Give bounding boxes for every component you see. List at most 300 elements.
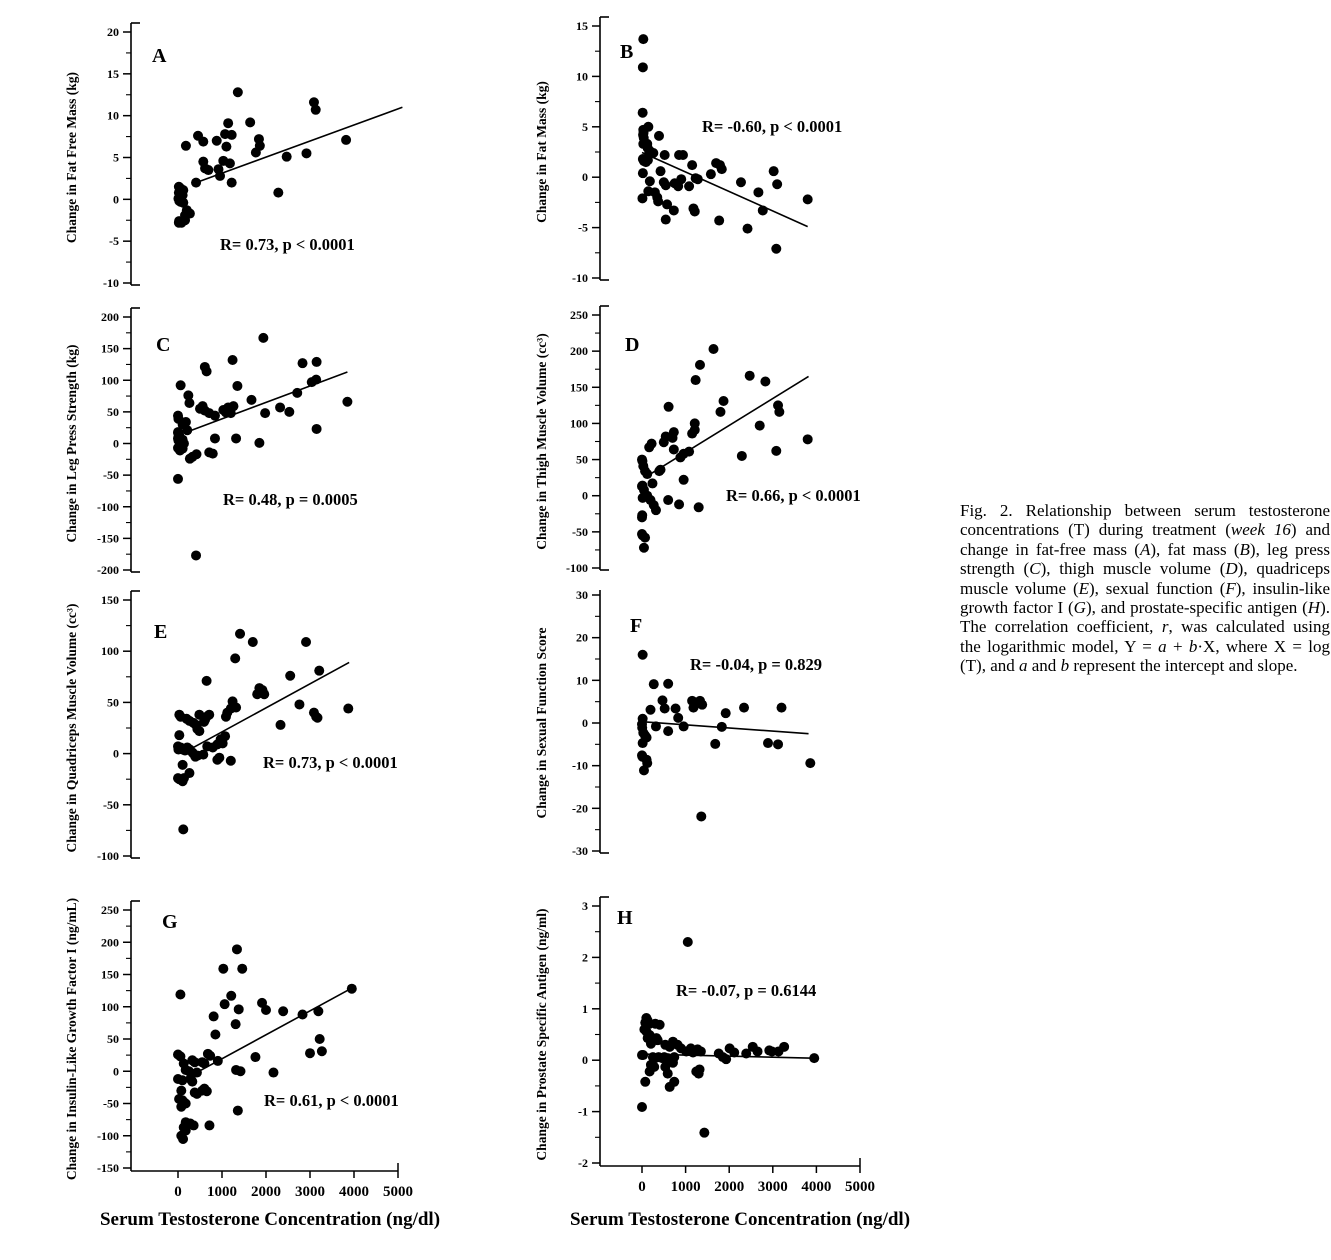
scatter-point [639, 543, 649, 553]
scatter-point [637, 1102, 647, 1112]
scatter-point [640, 1077, 650, 1087]
scatter-point [254, 134, 264, 144]
scatter-point [664, 402, 674, 412]
caption-segment: ), sexual function ( [1089, 578, 1226, 598]
trend-line [192, 662, 350, 748]
scatter-point [237, 964, 247, 974]
panel-C-plot [60, 305, 480, 595]
scatter-point [254, 438, 264, 448]
scatter-point [743, 224, 753, 234]
scatter-point [655, 1020, 665, 1030]
y-axis-label: Change in Fat Mass (kg) [534, 81, 549, 223]
scatter-point [231, 1019, 241, 1029]
scatter-point [258, 333, 268, 343]
y-tick-label: -100 [97, 499, 119, 514]
scatter-point [645, 1067, 655, 1077]
y-tick-label: -100 [566, 561, 588, 575]
scatter-point [292, 388, 302, 398]
y-tick-label: 250 [570, 308, 588, 322]
scatter-point [760, 377, 770, 387]
panel-C [60, 305, 480, 600]
scatter-point [178, 824, 188, 834]
scatter-point [779, 1042, 789, 1052]
scatter-point [232, 944, 242, 954]
scatter-point [347, 984, 357, 994]
scatter-point [638, 738, 648, 748]
scatter-point [220, 999, 230, 1009]
scatter-point [719, 396, 729, 406]
trend-line [648, 376, 808, 475]
y-tick-label: 10 [576, 673, 588, 688]
scatter-point [230, 653, 240, 663]
scatter-point [221, 142, 231, 152]
caption-italic-segment: a [1019, 656, 1028, 676]
scatter-point [178, 1134, 188, 1144]
y-tick-label: -1 [578, 1104, 588, 1119]
scatter-point [642, 469, 652, 479]
y-tick-label: -5 [109, 234, 119, 249]
caption-segment: ) and change in fat-free mass ( [960, 520, 1330, 559]
scatter-point [232, 381, 242, 391]
scatter-point [202, 1086, 212, 1096]
scatter-point [691, 375, 701, 385]
x-axis-title-right: Serum Testosterone Concentration (ng/dl) [569, 1209, 911, 1230]
scatter-point [695, 1064, 705, 1074]
scatter-point [721, 1054, 731, 1064]
panel-E-plot [60, 590, 480, 880]
scatter-point [693, 174, 703, 184]
scatter-point [178, 760, 188, 770]
scatter-point [663, 495, 673, 505]
panel-H-plot [530, 880, 950, 1214]
scatter-point [741, 1049, 751, 1059]
scatter-point [777, 703, 787, 713]
scatter-point [710, 739, 720, 749]
x-axis-title-left: Serum Testosterone Concentration (ng/dl) [99, 1209, 441, 1230]
panel-letter: H [617, 907, 633, 929]
y-tick-label: 50 [576, 452, 588, 467]
scatter-point [312, 424, 322, 434]
scatter-point [187, 1077, 197, 1087]
y-tick-label: 30 [576, 590, 588, 602]
caption-segment: + [1166, 636, 1189, 656]
x-tick-label: 3000 [295, 1184, 325, 1200]
x-tick-label: 4000 [339, 1184, 369, 1200]
scatter-point [678, 150, 688, 160]
scatter-point [645, 176, 655, 186]
y-tick-label: -50 [572, 524, 588, 539]
scatter-point [753, 187, 763, 197]
scatter-point [231, 433, 241, 443]
scatter-point [204, 1120, 214, 1130]
scatter-point [173, 474, 183, 484]
scatter-point [639, 765, 649, 775]
y-tick-label: -50 [103, 468, 119, 483]
scatter-point [660, 703, 670, 713]
caption-segment: ), and prostate-specific antigen ( [1085, 598, 1308, 618]
scatter-point [696, 1046, 706, 1056]
scatter-point [714, 216, 724, 226]
panel-A-plot [60, 10, 480, 300]
scatter-point [218, 738, 228, 748]
panel-letter: E [154, 621, 168, 643]
scatter-point [341, 135, 351, 145]
y-tick-label: 100 [570, 416, 588, 431]
scatter-point [298, 358, 308, 368]
scatter-point [245, 117, 255, 127]
scatter-point [715, 407, 725, 417]
scatter-point [638, 1050, 648, 1060]
y-tick-label: -150 [97, 531, 119, 546]
correlation-annotation: R= -0.04, p = 0.829 [690, 655, 823, 674]
scatter-point [235, 629, 245, 639]
scatter-point [285, 671, 295, 681]
scatter-point [225, 158, 235, 168]
caption-segment: ), fat mass ( [1150, 539, 1240, 559]
scatter-point [647, 478, 657, 488]
scatter-point [210, 433, 220, 443]
y-tick-label: -30 [572, 844, 588, 858]
y-tick-label: 50 [107, 1032, 119, 1046]
panel-G [60, 880, 480, 1219]
scatter-point [250, 1052, 260, 1062]
scatter-point [276, 720, 286, 730]
scatter-point [282, 152, 292, 162]
y-tick-label: 0 [113, 192, 119, 207]
scatter-point [184, 398, 194, 408]
scatter-point [191, 550, 201, 560]
scatter-point [275, 402, 285, 412]
caption-segment: ), leg press strength ( [960, 539, 1330, 579]
scatter-point [174, 216, 184, 226]
y-tick-label: 0 [113, 436, 119, 451]
scatter-point [199, 1059, 209, 1069]
scatter-point [301, 637, 311, 647]
trend-line [190, 372, 348, 431]
panel-G-plot [60, 880, 480, 1214]
scatter-point [696, 811, 706, 821]
scatter-point [227, 178, 237, 188]
scatter-point [638, 108, 648, 118]
scatter-point [690, 206, 700, 216]
y-tick-label: 250 [101, 903, 119, 917]
scatter-point [314, 666, 324, 676]
scatter-point [233, 87, 243, 97]
y-tick-label: 200 [101, 310, 119, 324]
scatter-point [745, 371, 755, 381]
scatter-point [721, 708, 731, 718]
panel-letter: F [630, 615, 643, 637]
scatter-point [209, 1011, 219, 1021]
scatter-point [221, 712, 231, 722]
correlation-annotation: R= -0.60, p < 0.0001 [702, 117, 843, 136]
caption-segment: ), insulin-like growth factor I ( [960, 578, 1330, 618]
scatter-point [739, 703, 749, 713]
scatter-point [215, 171, 225, 181]
caption-italic-segment: A [1139, 539, 1151, 559]
scatter-point [679, 721, 689, 731]
scatter-point [673, 713, 683, 723]
scatter-point [260, 408, 270, 418]
y-tick-label: 200 [101, 935, 119, 950]
scatter-point [679, 475, 689, 485]
x-tick-label: 2000 [714, 1179, 745, 1195]
y-tick-label: -150 [97, 1161, 119, 1175]
scatter-point [638, 62, 648, 72]
y-axis-label: Change in Fat Free Mass (kg) [64, 71, 79, 244]
figure-caption [960, 501, 1330, 676]
scatter-point [317, 1046, 327, 1056]
scatter-point [774, 407, 784, 417]
y-tick-label: 50 [107, 404, 119, 419]
scatter-point [661, 215, 671, 225]
scatter-point [709, 344, 719, 354]
panel-letter: D [625, 334, 640, 356]
y-tick-label: 15 [576, 19, 588, 33]
scatter-point [305, 1048, 315, 1058]
panel-letter: B [620, 41, 634, 63]
y-tick-label: -20 [572, 801, 588, 816]
panel-F-plot [530, 590, 950, 880]
scatter-point [736, 177, 746, 187]
scatter-point [212, 136, 222, 146]
panel-letter: A [152, 45, 167, 67]
correlation-annotation: R= 0.73, p < 0.0001 [263, 753, 398, 772]
caption-italic-segment: D [1225, 559, 1238, 579]
scatter-point [763, 738, 773, 748]
y-axis-label: Change in Quadriceps Muscle Volume (cc³) [64, 603, 79, 853]
caption-italic-segment: E [1078, 578, 1089, 598]
scatter-point [311, 105, 321, 115]
y-tick-label: 150 [101, 341, 119, 356]
scatter-point [638, 34, 648, 44]
scatter-point [668, 433, 678, 443]
scatter-point [638, 650, 648, 660]
x-tick-label: 4000 [801, 1179, 832, 1195]
scatter-point [809, 1053, 819, 1063]
y-tick-label: 100 [101, 373, 119, 388]
scatter-point [644, 442, 654, 452]
caption-segment: ), quadriceps muscle volume ( [960, 559, 1330, 598]
x-tick-label: 1000 [207, 1184, 237, 1200]
scatter-point [651, 721, 661, 731]
scatter-point [637, 193, 647, 203]
y-axis-label: Change in Prostate Specific Antigen (ng/ml) [534, 908, 549, 1161]
scatter-point [227, 130, 237, 140]
scatter-point [771, 244, 781, 254]
scatter-point [688, 703, 698, 713]
scatter-point [660, 150, 670, 160]
scatter-point [312, 713, 322, 723]
caption-segment: ), thigh muscle volume ( [1040, 559, 1226, 579]
scatter-point [753, 1046, 763, 1056]
y-tick-label: 150 [570, 380, 588, 395]
caption-italic-segment: b [1060, 656, 1070, 676]
scatter-point [228, 355, 238, 365]
scatter-point [646, 705, 656, 715]
scatter-point [294, 699, 304, 709]
x-tick-label: 5000 [845, 1179, 875, 1195]
y-tick-label: 5 [582, 119, 588, 134]
scatter-point [687, 429, 697, 439]
x-tick-label: 5000 [383, 1184, 413, 1200]
scatter-point [772, 179, 782, 189]
caption-italic-segment: b [1188, 636, 1198, 656]
y-tick-label: 0 [113, 746, 119, 761]
scatter-point [223, 118, 233, 128]
scatter-point [203, 165, 213, 175]
caption-segment: ). The correlation coefficient, [960, 598, 1330, 637]
scatter-point [200, 715, 210, 725]
scatter-point [803, 434, 813, 444]
scatter-point [278, 1006, 288, 1016]
y-tick-label: 20 [107, 25, 119, 39]
y-tick-label: 100 [101, 644, 119, 659]
scatter-point [649, 679, 659, 689]
scatter-point [315, 1034, 325, 1044]
scatter-point [194, 726, 204, 736]
scatter-point [226, 991, 236, 1001]
scatter-point [771, 446, 781, 456]
y-tick-label: 15 [107, 66, 119, 81]
y-tick-label: 0 [582, 170, 588, 185]
caption-italic-segment: a [1158, 636, 1167, 656]
scatter-point [218, 964, 228, 974]
y-tick-label: 0 [582, 716, 588, 730]
y-tick-label: 50 [107, 695, 119, 710]
scatter-point [651, 505, 661, 515]
scatter-point [694, 502, 704, 512]
caption-italic-segment: r [1161, 617, 1169, 637]
caption-segment: Fig. 2. Relationship between serum testosterone concentrations (T) during treatment ( [960, 501, 1330, 540]
x-tick-label: 1000 [670, 1179, 701, 1195]
y-tick-label: 2 [582, 950, 588, 965]
panel-letter: C [156, 334, 171, 356]
scatter-point [202, 366, 212, 376]
y-tick-label: 3 [582, 899, 588, 913]
panel-B-plot [530, 10, 950, 300]
scatter-point [228, 401, 238, 411]
scatter-point [213, 1056, 223, 1066]
scatter-point [706, 169, 716, 179]
scatter-point [653, 196, 663, 206]
caption-segment: , was calculated using the logarithmic model, Y = [960, 617, 1330, 656]
scatter-point [181, 141, 191, 151]
scatter-point [638, 168, 648, 178]
scatter-point [261, 1005, 271, 1015]
y-tick-label: 10 [107, 108, 119, 123]
scatter-point [758, 205, 768, 215]
x-tick-label: 3000 [757, 1179, 788, 1195]
y-tick-label: 150 [101, 593, 119, 607]
scatter-point [769, 166, 779, 176]
scatter-point [176, 380, 186, 390]
scatter-point [176, 1102, 186, 1112]
scatter-point [273, 188, 283, 198]
y-axis-label: Change in Leg Press Strength (kg) [64, 344, 79, 543]
y-tick-label: 0 [113, 1064, 119, 1079]
y-tick-label: -100 [97, 849, 119, 863]
scatter-point [178, 444, 188, 454]
scatter-point [717, 164, 727, 174]
x-tick-label: 0 [174, 1184, 182, 1200]
panel-letter: G [162, 911, 178, 933]
scatter-point [684, 181, 694, 191]
scatter-point [231, 703, 241, 713]
scatter-point [312, 357, 322, 367]
scatter-point [204, 447, 214, 457]
y-tick-label: 10 [576, 69, 588, 84]
y-tick-label: 100 [101, 999, 119, 1014]
scatter-point [663, 679, 673, 689]
scatter-point [683, 937, 693, 947]
scatter-point [803, 194, 813, 204]
correlation-annotation: R= 0.61, p < 0.0001 [264, 1091, 399, 1110]
correlation-annotation: R= 0.73, p < 0.0001 [220, 235, 355, 254]
caption-italic-segment: H [1307, 598, 1321, 618]
caption-italic-segment: B [1239, 539, 1250, 559]
scatter-point [717, 722, 727, 732]
scatter-point [755, 421, 765, 431]
scatter-point [210, 1029, 220, 1039]
scatter-point [671, 703, 681, 713]
y-tick-label: 150 [101, 967, 119, 982]
scatter-point [640, 533, 650, 543]
scatter-point [233, 1106, 243, 1116]
scatter-point [175, 989, 185, 999]
caption-italic-segment: C [1029, 559, 1041, 579]
scatter-point [342, 397, 352, 407]
scatter-point [654, 131, 664, 141]
caption-segment: represent the intercept and slope. [1069, 656, 1298, 676]
scatter-point [307, 377, 317, 387]
scatter-point [669, 205, 679, 215]
y-tick-label: -10 [572, 758, 588, 773]
scatter-point [663, 726, 673, 736]
y-tick-label: -50 [103, 797, 119, 812]
y-tick-label: 200 [570, 344, 588, 359]
scatter-point [235, 1066, 245, 1076]
scatter-point [661, 180, 671, 190]
scatter-point [301, 148, 311, 158]
scatter-point [214, 753, 224, 763]
x-tick-label: 2000 [251, 1184, 281, 1200]
scatter-point [343, 704, 353, 714]
scatter-point [656, 465, 666, 475]
caption-italic-segment: F [1225, 578, 1236, 598]
y-tick-label: -50 [103, 1096, 119, 1111]
scatter-point [656, 166, 666, 176]
y-tick-label: -200 [97, 563, 119, 577]
scatter-point [259, 689, 269, 699]
y-axis-label: Change in Sexual Function Score [534, 627, 549, 819]
y-tick-label: 20 [576, 630, 588, 645]
scatter-point [646, 1039, 656, 1049]
y-axis-label: Change in Thigh Muscle Volume (cc³) [534, 333, 549, 550]
scatter-point [773, 739, 783, 749]
scatter-point [737, 451, 747, 461]
scatter-point [248, 637, 258, 647]
correlation-annotation: R= 0.48, p = 0.0005 [223, 490, 358, 509]
scatter-point [687, 160, 697, 170]
scatter-point [191, 178, 201, 188]
scatter-point [663, 1069, 673, 1079]
scatter-point [665, 1082, 675, 1092]
scatter-point [246, 395, 256, 405]
correlation-annotation: R= 0.66, p < 0.0001 [726, 486, 861, 505]
y-tick-label: 1 [582, 1001, 588, 1016]
y-tick-label: -10 [103, 276, 119, 290]
